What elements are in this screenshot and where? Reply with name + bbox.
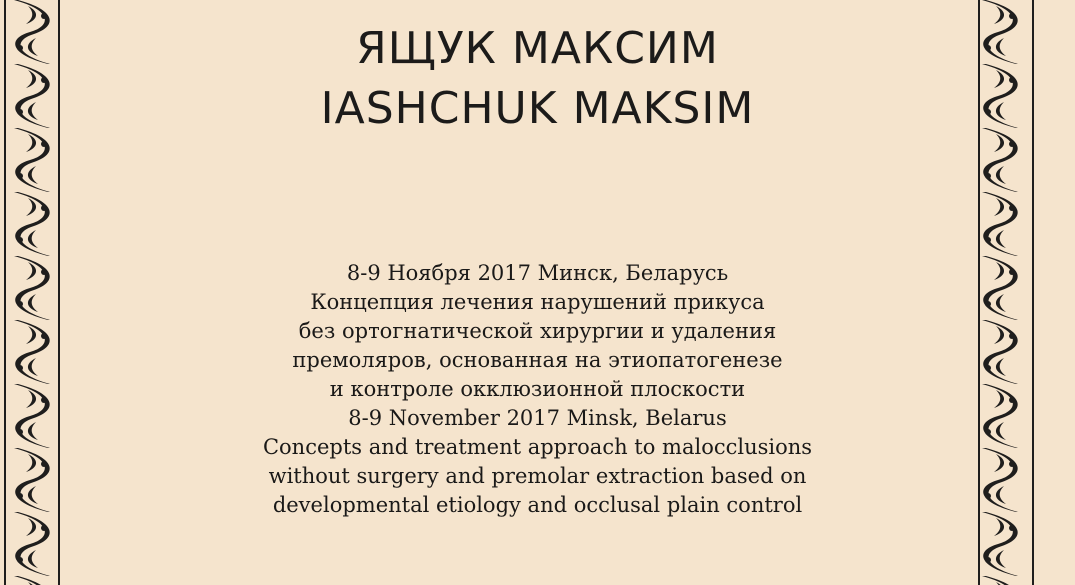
course-date-location-ru: 8-9 Ноября 2017 Минск, Беларусь (346, 261, 729, 285)
course-title-line-en: without surgery and premolar extraction based on (268, 464, 807, 488)
course-title-line-ru: премоляров, основанная на этиопатогенезе (292, 348, 783, 372)
recipient-name-english: IASHCHUK MAKSIM (320, 83, 755, 134)
course-title-line-en: Concepts and treatment approach to malocclusions (262, 435, 813, 459)
recipient-name-russian: ЯЩУК МАКСИМ (356, 23, 719, 74)
course-date-location-en: 8-9 November 2017 Minsk, Belarus (348, 406, 727, 430)
course-title-line-ru: без ортогнатической хирургии и удаления (298, 319, 777, 343)
course-title-line-en: developmental etiology and occlusal plain control (272, 493, 803, 517)
left-ornamental-border-icon (0, 0, 64, 585)
course-description-russian (150, 259, 925, 404)
course-description-english (150, 404, 925, 520)
course-title-line-ru: и контроле окклюзионной плоскости (329, 377, 746, 401)
right-ornamental-border-icon (968, 0, 1075, 585)
course-title-line-ru: Концепция лечения нарушений прикуса (310, 290, 765, 314)
